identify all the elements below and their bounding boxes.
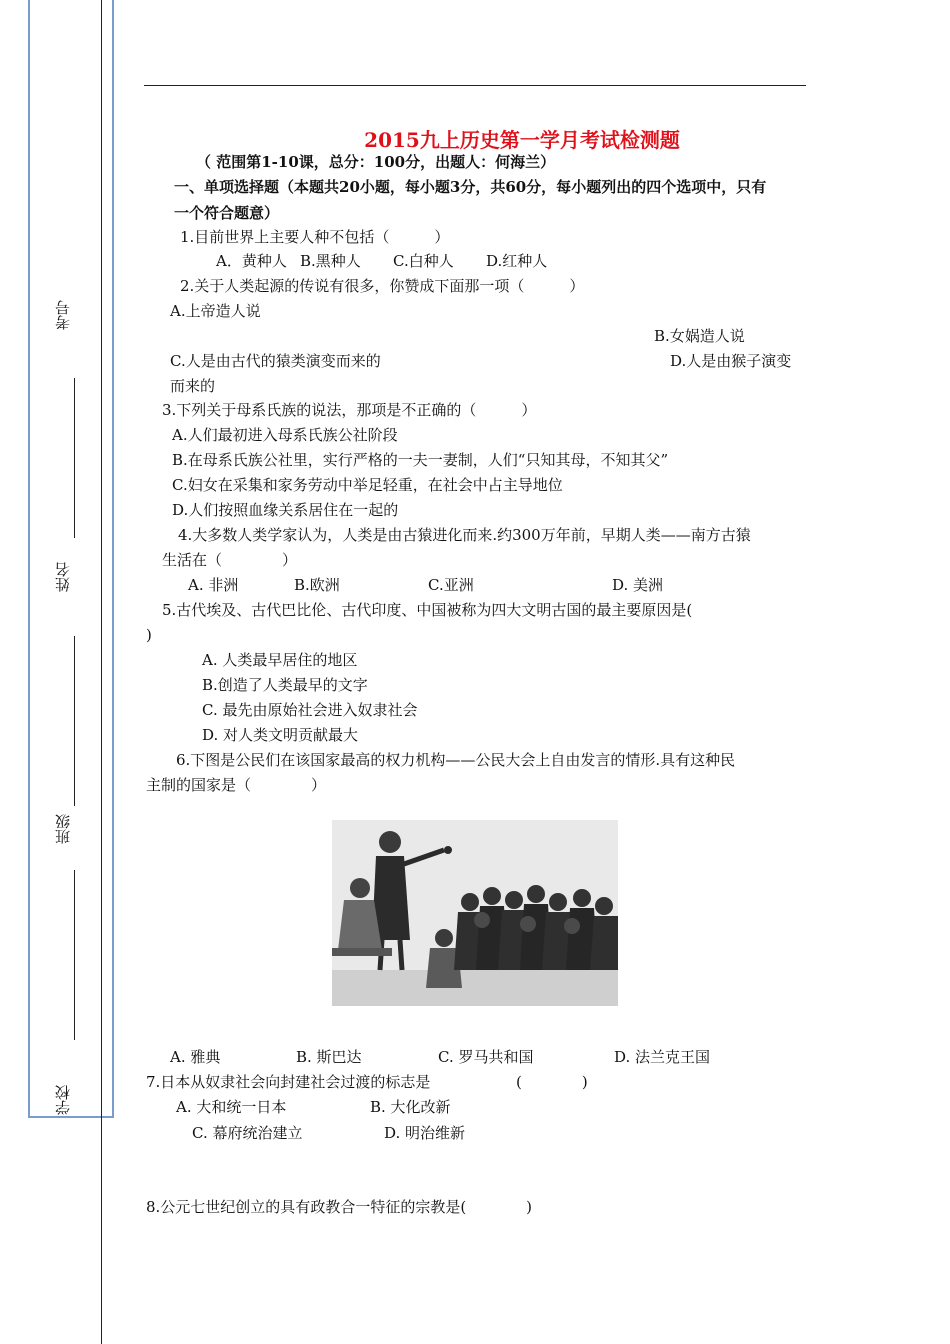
question-5-cont: ) bbox=[146, 626, 152, 644]
q2-option-d-cont: 而来的 bbox=[170, 377, 216, 395]
q2-option-d: D.人是由猴子演变 bbox=[670, 352, 792, 370]
student-name-blank bbox=[74, 636, 75, 806]
q7-option-b: B. 大化改新 bbox=[370, 1098, 451, 1116]
q3-option-c: C.妇女在采集和家务劳动中举足轻重，在社会中占主导地位 bbox=[172, 476, 563, 494]
q5-option-c: C. 最先由原始社会进入奴隶社会 bbox=[202, 701, 418, 719]
question-4: 4.大多数人类学家认为，人类是由古猿进化而来.约300万年前，早期人类——南方古猿 bbox=[178, 526, 751, 544]
q4-option-a: A. 非洲 bbox=[188, 576, 239, 594]
class-blank bbox=[74, 870, 75, 1040]
question-6: 6.下图是公民们在该国家最高的权力机构——公民大会上自由发言的情形.具有这种民 bbox=[176, 751, 736, 769]
question-6-cont: 主制的国家是（ ） bbox=[146, 776, 327, 794]
q6-option-b: B. 斯巴达 bbox=[296, 1048, 362, 1066]
q1-option-d: D.红种人 bbox=[486, 252, 548, 270]
assembly-illustration bbox=[332, 820, 618, 1006]
question-7-answer-blank: ( ) bbox=[516, 1073, 588, 1091]
question-3: 3.下列关于母系氏族的说法，那项是不正确的（ ） bbox=[162, 401, 537, 419]
exam-subtitle: （ 范围第1-10课，总分：100分，出题人：何海兰） bbox=[196, 153, 556, 171]
question-4-cont: 生活在（ ） bbox=[162, 551, 298, 569]
student-name-label: 姓名 bbox=[54, 562, 72, 592]
question-8: 8.公元七世纪创立的具有政教合一特征的宗教是( ) bbox=[146, 1198, 533, 1216]
section-heading-cont: 一个符合题意） bbox=[174, 204, 280, 222]
q4-option-c: C.亚洲 bbox=[428, 576, 474, 594]
q3-option-b: B.在母系氏族公社里，实行严格的一夫一妻制，人们“只知其母，不知其父” bbox=[172, 451, 669, 469]
question-1: 1.目前世界上主要人种不包括（ ） bbox=[180, 228, 450, 246]
q5-option-a: A. 人类最早居住的地区 bbox=[202, 651, 358, 669]
class-label: 班级 bbox=[54, 814, 72, 844]
exam-title: 2015九上历史第一学月考试检测题 bbox=[364, 128, 680, 152]
q5-option-d: D. 对人类文明贡献最大 bbox=[202, 726, 359, 744]
q2-option-b: B.女娲造人说 bbox=[654, 327, 745, 345]
q3-option-a: A.人们最初进入母系氏族公社阶段 bbox=[172, 426, 398, 444]
q1-option-b: B.黑种人 bbox=[300, 252, 361, 270]
question-7: 7.日本从奴隶社会向封建社会过渡的标志是 bbox=[146, 1073, 431, 1091]
q4-option-d: D. 美洲 bbox=[612, 576, 664, 594]
citizens-assembly-drawing bbox=[332, 820, 618, 1006]
q7-option-d: D. 明治维新 bbox=[384, 1124, 466, 1142]
q1-option-c: C.白种人 bbox=[393, 252, 454, 270]
exam-number-blank bbox=[74, 378, 75, 538]
question-5: 5.古代埃及、古代巴比伦、古代印度、中国被称为四大文明古国的最主要原因是( bbox=[162, 601, 693, 619]
q2-option-c: C.人是由古代的猿类演变而来的 bbox=[170, 352, 381, 370]
q6-option-a: A. 雅典 bbox=[170, 1048, 221, 1066]
q1-option-a: A．黄种人 bbox=[216, 252, 287, 270]
q4-option-b: B.欧洲 bbox=[294, 576, 340, 594]
q7-option-c: C. 幕府统治建立 bbox=[192, 1124, 303, 1142]
header-rule bbox=[144, 85, 806, 86]
q3-option-d: D.人们按照血缘关系居住在一起的 bbox=[172, 501, 399, 519]
q5-option-b: B.创造了人类最早的文字 bbox=[202, 676, 368, 694]
section-heading: 一、单项选择题（本题共20小题，每小题3分，共60分，每小题列出的四个选项中，只有 bbox=[174, 178, 767, 196]
q2-option-a: A.上帝造人说 bbox=[170, 302, 261, 320]
exam-number-label: 考号 bbox=[54, 300, 72, 330]
q7-option-a: A. 大和统一日本 bbox=[176, 1098, 287, 1116]
binding-cut-line bbox=[101, 0, 102, 1344]
q6-option-d: D. 法兰克王国 bbox=[614, 1048, 711, 1066]
question-2: 2.关于人类起源的传说有很多，你赞成下面那一项（ ） bbox=[180, 277, 585, 295]
school-label: 学校 bbox=[54, 1085, 72, 1115]
q6-option-c: C. 罗马共和国 bbox=[438, 1048, 534, 1066]
